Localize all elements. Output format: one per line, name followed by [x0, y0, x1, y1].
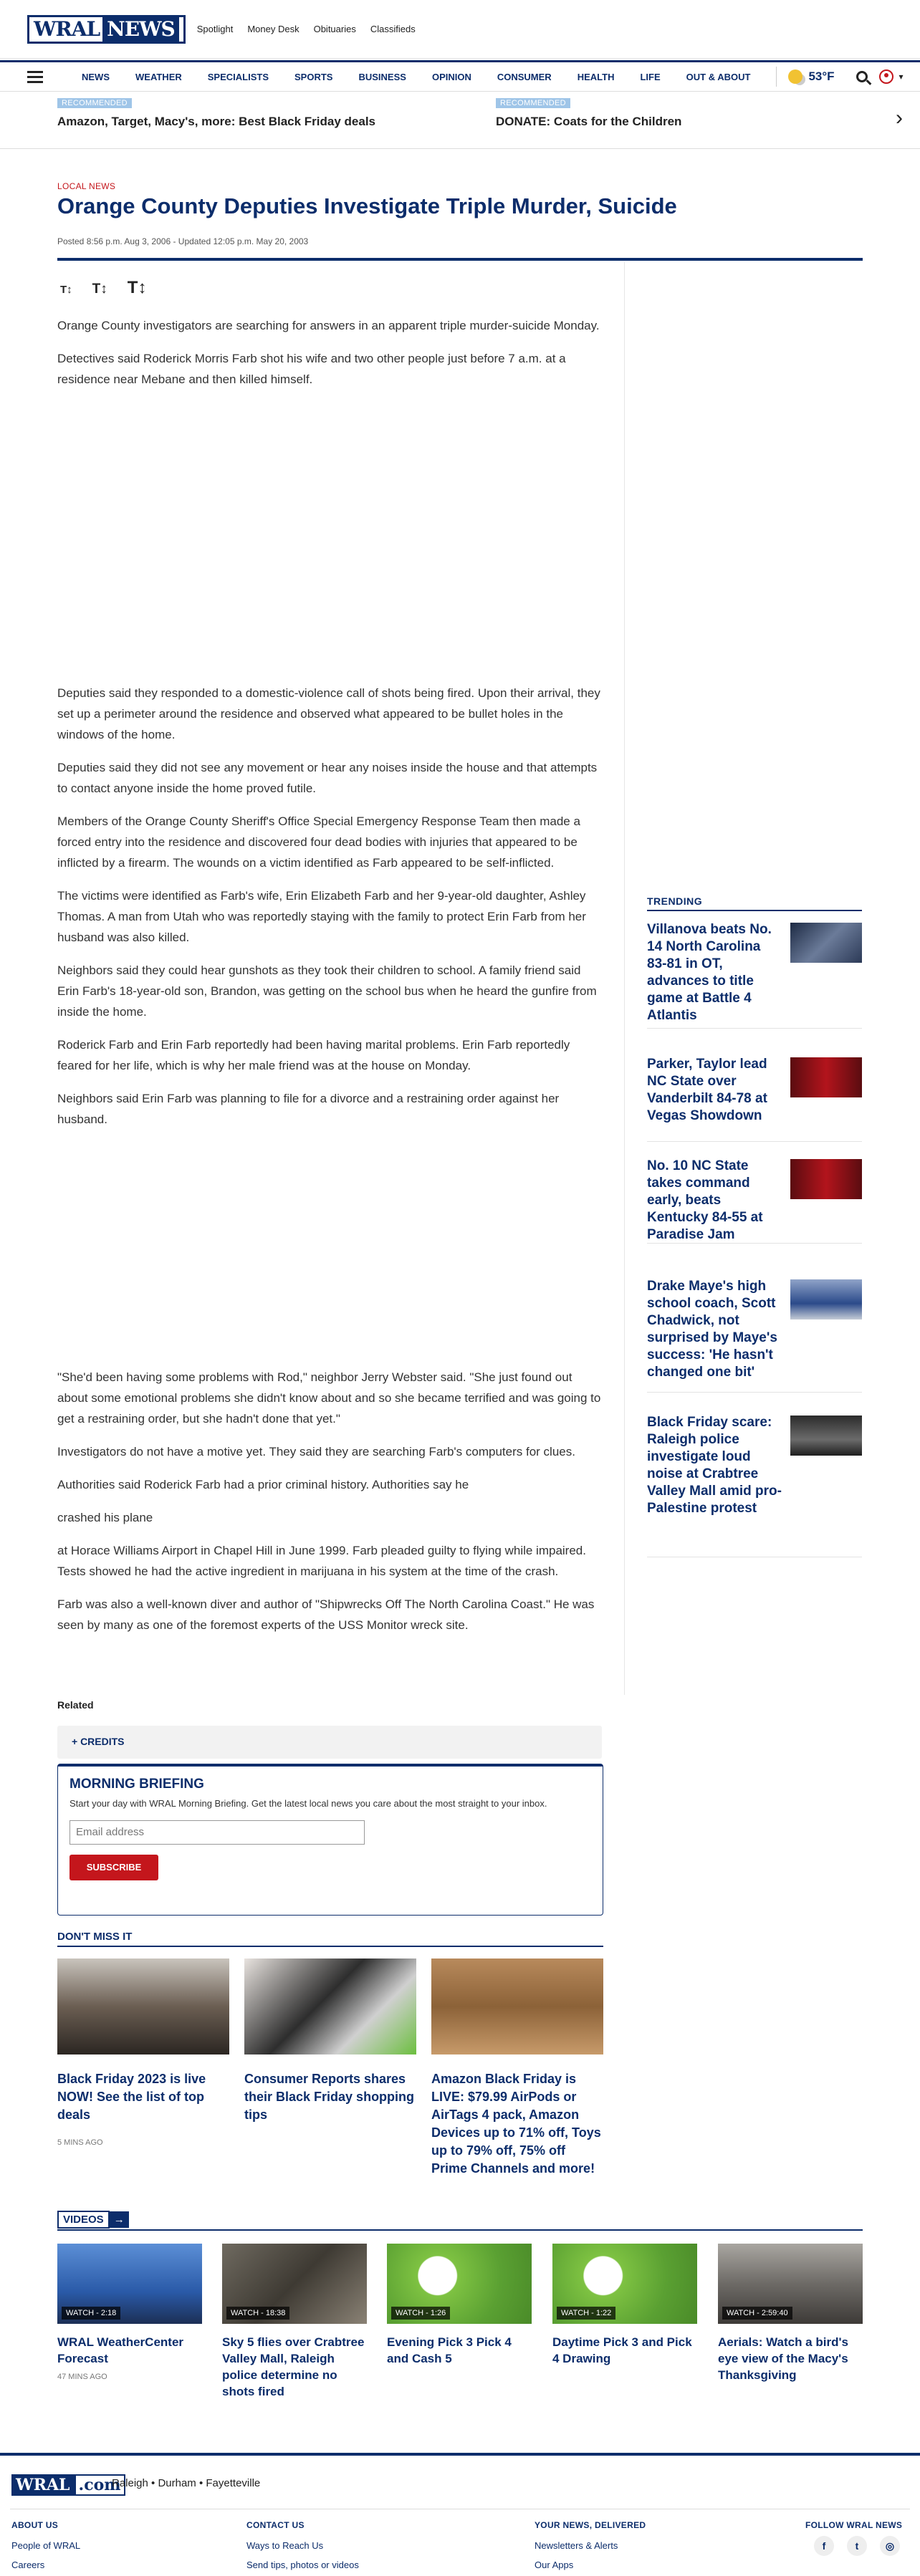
top-link-money-desk[interactable]: Money Desk — [247, 24, 300, 34]
trending-item[interactable] — [647, 1158, 862, 1244]
card-image — [57, 1959, 229, 2054]
videos-divider — [57, 2229, 863, 2231]
video-title: WRAL WeatherCenter Forecast — [57, 2335, 184, 2365]
video-thumbnail — [387, 2244, 532, 2324]
video-thumbnail — [222, 2244, 367, 2324]
card-title: Amazon Black Friday is LIVE: $79.99 AirPods or AirTags 4 pack, Amazon Devices up to 71% off, Toys up to 79% off, 75% off Prime Channels and more! — [431, 2072, 601, 2176]
chevron-down-icon[interactable]: ▾ — [899, 72, 904, 82]
top-link-spotlight[interactable]: Spotlight — [196, 24, 234, 34]
article-paragraph: Orange County investigators are searching for answers in an apparent triple murder-suicide Monday. — [57, 319, 600, 332]
article-body-part-3 — [57, 1367, 602, 1648]
user-icon[interactable] — [879, 69, 893, 84]
search-icon[interactable] — [856, 71, 868, 82]
video-card[interactable] — [718, 2244, 863, 2389]
trending-thumbnail — [790, 1279, 862, 1320]
nav-item-health[interactable]: HEALTH — [577, 71, 615, 82]
related-heading: Related — [57, 1699, 94, 1711]
trending-item[interactable] — [647, 921, 862, 1029]
card-title: Black Friday 2023 is live NOW! See the list of top deals — [57, 2072, 206, 2122]
arrow-right-icon: → — [110, 2211, 129, 2228]
card-image — [244, 1959, 416, 2054]
article-kicker[interactable]: LOCAL NEWS — [57, 181, 116, 191]
promo-donate[interactable] — [496, 96, 681, 129]
nav-item-life[interactable]: LIFE — [640, 71, 661, 82]
sidebar-divider — [624, 262, 625, 1695]
video-card[interactable] — [387, 2244, 532, 2373]
promo-tag: RECOMMENDED — [496, 98, 570, 108]
video-duration: WATCH - 2:18 — [62, 2307, 120, 2320]
footer-column-title: ABOUT US — [11, 2520, 59, 2530]
footer-about-column — [11, 2520, 80, 2576]
footer-link[interactable]: Newsletters & Alerts — [535, 2540, 618, 2551]
video-card[interactable] — [57, 2244, 202, 2381]
trending-item[interactable] — [647, 1056, 862, 1142]
dont-miss-divider — [57, 1946, 603, 1947]
promo-black-friday[interactable] — [57, 96, 375, 129]
article-paragraph: Authorities said Roderick Farb had a prior criminal history. Authorities say he — [57, 1478, 469, 1491]
promo-bar — [0, 92, 920, 149]
video-duration: WATCH - 1:22 — [557, 2307, 615, 2320]
trending-item[interactable] — [647, 1278, 862, 1393]
footer-column-title: YOUR NEWS, DELIVERED — [535, 2520, 646, 2530]
dont-miss-title: DON'T MISS IT — [57, 1931, 133, 1943]
trending-item-title: Black Friday scare: Raleigh police investigate loud noise at Crabtree Valley Mall amid pro-Palestine protest — [647, 1415, 782, 1516]
instagram-icon[interactable]: ◎ — [880, 2536, 900, 2556]
trending-thumbnail — [790, 1416, 862, 1456]
article-paragraph: Neighbors said Erin Farb was planning to file for a divorce and a restraining order against her husband. — [57, 1092, 560, 1126]
footer-contact-column — [246, 2520, 359, 2576]
article-paragraph: Deputies said they responded to a domestic-violence call of shots being fired. Upon their arrival, they set up a perimeter around the residence and observed what appeared to be bullet holes in the windows of the home. — [57, 686, 600, 741]
social-links — [814, 2536, 900, 2556]
video-title: Evening Pick 3 Pick 4 and Cash 5 — [387, 2335, 512, 2365]
footer-column-title: FOLLOW WRAL NEWS — [805, 2520, 903, 2530]
trending-item[interactable] — [647, 1414, 862, 1557]
credits-toggle[interactable] — [57, 1726, 602, 1759]
trending-item-title: Villanova beats No. 14 North Carolina 83-81 in OT, advances to title game at Battle 4 Atlantis — [647, 922, 772, 1023]
article-paragraph-link[interactable]: crashed his plane — [57, 1511, 153, 1524]
video-timestamp: 47 MINS AGO — [57, 2373, 107, 2381]
video-title: Daytime Pick 3 and Pick 4 Drawing — [552, 2335, 692, 2365]
footer-logo-com: .com — [75, 2474, 125, 2496]
nav-item-sports[interactable]: SPORTS — [294, 71, 333, 82]
footer-logo-wral: WRAL — [11, 2474, 75, 2496]
video-duration: WATCH - 1:26 — [391, 2307, 450, 2320]
footer-cities: Raleigh • Durham • Fayetteville — [112, 2477, 261, 2489]
wral-news-logo[interactable] — [27, 15, 186, 44]
video-title: Aerials: Watch a bird's eye view of the Macy's Thanksgiving — [718, 2335, 848, 2382]
top-links — [197, 24, 416, 34]
article-paragraph: Farb was also a well-known diver and author of "Shipwrecks Off The North Carolina Coast." He was seen by many as one of the foremost experts of the USS Monitor wreck site. — [57, 1597, 595, 1632]
email-input[interactable]: Email address — [70, 1820, 365, 1845]
footer-link[interactable]: Our Apps — [535, 2560, 574, 2570]
trending-item-title: Parker, Taylor lead NC State over Vanderbilt 84-78 at Vegas Showdown — [647, 1057, 767, 1123]
article-body-part-2 — [57, 683, 602, 1142]
menu-icon[interactable] — [27, 71, 43, 83]
video-duration: WATCH - 2:59:40 — [722, 2307, 792, 2320]
subscribe-button[interactable]: SUBSCRIBE — [70, 1855, 158, 1880]
video-thumbnail — [552, 2244, 697, 2324]
promo-text: Amazon, Target, Macy's, more: Best Black Friday deals — [57, 115, 375, 128]
video-thumbnail — [57, 2244, 202, 2324]
footer-delivered-column — [535, 2520, 646, 2576]
partly-sunny-icon — [788, 69, 802, 84]
twitter-icon[interactable]: t — [847, 2536, 867, 2556]
footer-link[interactable]: Ways to Reach Us — [246, 2540, 324, 2551]
card-image — [431, 1959, 603, 2054]
top-bar — [0, 0, 920, 59]
nav-item-consumer[interactable]: CONSUMER — [497, 71, 552, 82]
text-size-large-button[interactable]: T↕ — [127, 278, 147, 297]
article-paragraph: "She'd been having some problems with Rod," neighbor Jerry Webster said. "She just found out about some emotional problems she didn't know about and so she became terrified and was going to get a restraining order, but she hadn't done that yet." — [57, 1370, 601, 1426]
video-card[interactable] — [222, 2244, 367, 2406]
text-size-controls — [60, 278, 146, 298]
nav-item-business[interactable]: BUSINESS — [358, 71, 406, 82]
trending-divider — [647, 910, 862, 911]
dont-miss-card[interactable] — [431, 1959, 603, 2192]
header-divider — [57, 258, 863, 261]
videos-heading[interactable] — [57, 2211, 129, 2229]
temperature: 53°F — [808, 69, 835, 83]
text-size-medium-button[interactable]: T↕ — [92, 282, 107, 297]
trending-item-title: Drake Maye's high school coach, Scott Chadwick, not surprised by Maye's success: 'He hasn't changed one bit' — [647, 1279, 777, 1380]
nav-items — [69, 72, 763, 82]
article-paragraph: at Horace Williams Airport in Chapel Hill in June 1999. Farb pleaded guilty to flying while impaired. Tests showed he had the active ingredient in marijuana in his system at the time of the crash. — [57, 1544, 586, 1578]
nav-icons — [856, 69, 904, 84]
main-nav — [0, 60, 920, 92]
nav-item-weather[interactable]: WEATHER — [135, 71, 182, 82]
nav-item-specialists[interactable]: SPECIALISTS — [207, 71, 269, 82]
top-link-obituaries[interactable]: Obituaries — [313, 24, 356, 34]
footer-link[interactable]: Careers — [11, 2560, 45, 2570]
card-timestamp: 5 MINS AGO — [57, 2138, 103, 2147]
trending-thumbnail — [790, 1057, 862, 1097]
article-paragraph: Deputies said they did not see any movement or hear any noises inside the house and that attempts to contact anyone inside the home proved futile. — [57, 761, 598, 795]
footer-logo[interactable] — [11, 2474, 125, 2496]
promo-tag: RECOMMENDED — [57, 98, 132, 108]
credits-label: + CREDITS — [72, 1736, 125, 1747]
weather-widget[interactable] — [776, 67, 834, 87]
article-paragraph: Members of the Orange County Sheriff's Office Special Emergency Response Team then made a forced entry into the residence and discovered four dead bodies with injuries that appeared to be inflicted by a firearm. The wounds on a victim identified as Farb appeared to be self-inflicted. — [57, 814, 580, 870]
newsletter-signup — [57, 1764, 603, 1916]
video-card[interactable] — [552, 2244, 697, 2373]
trending-item-title: No. 10 NC State takes command early, beats Kentucky 84-55 at Paradise Jam — [647, 1158, 763, 1242]
article-headline: Orange County Deputies Investigate Triple Murder, Suicide — [57, 193, 677, 218]
videos-title: VIDEOS — [57, 2211, 110, 2229]
chevron-right-icon[interactable]: › — [896, 106, 903, 130]
article-paragraph: The victims were identified as Farb's wife, Erin Elizabeth Farb and her 9-year-old daughter, Ashley Thomas. A man from Utah who was reportedly staying with the family to protect Erin Farb from her husband was also killed. — [57, 889, 586, 944]
article-paragraph: Investigators do not have a motive yet. They said they are searching Farb's computers for clues. — [57, 1445, 575, 1458]
article-dateline: Posted 8:56 p.m. Aug 3, 2006 - Updated 12:05 p.m. May 20, 2003 — [57, 236, 309, 246]
trending-thumbnail — [790, 923, 862, 963]
footer-column-title: CONTACT US — [246, 2520, 305, 2530]
top-link-classifieds[interactable]: Classifieds — [370, 24, 416, 34]
newsletter-title: MORNING BRIEFING — [70, 1777, 204, 1792]
dont-miss-card[interactable] — [244, 1959, 416, 2138]
newsletter-description: Start your day with WRAL Morning Briefing. Get the latest local news you care about the most straight to your inbox. — [70, 1798, 547, 1809]
nav-item-opinion[interactable]: OPINION — [431, 71, 471, 82]
logo-news-text: NEWS — [102, 17, 179, 42]
footer-link[interactable]: People of WRAL — [11, 2540, 81, 2551]
footer — [0, 2453, 920, 2576]
nav-item-out-about[interactable]: OUT & ABOUT — [686, 71, 751, 82]
trending-title: TRENDING — [647, 895, 703, 907]
video-thumbnail — [718, 2244, 863, 2324]
dont-miss-card[interactable] — [57, 1959, 229, 2147]
trending-thumbnail — [790, 1159, 862, 1199]
article-paragraph: Roderick Farb and Erin Farb reportedly had been having marital problems. Erin Farb reportedly feared for her life, which is why her male friend was at the house on Monday. — [57, 1038, 570, 1072]
card-title: Consumer Reports shares their Black Friday shopping tips — [244, 2072, 415, 2122]
article-body-part-1 — [57, 315, 602, 402]
nav-item-news[interactable]: NEWS — [82, 71, 110, 82]
article-paragraph: Detectives said Roderick Morris Farb shot his wife and two other people just before 7 a.m. at a residence near Mebane and then killed himself. — [57, 352, 566, 386]
article-paragraph: Neighbors said they could hear gunshots as they took their children to school. A family friend said Erin Farb's 18-year-old son, Brandon, was getting on the school bus when he heard the gunfire from inside the home. — [57, 963, 597, 1019]
facebook-icon[interactable]: f — [814, 2536, 834, 2556]
video-duration: WATCH - 18:38 — [226, 2307, 289, 2320]
video-title: Sky 5 flies over Crabtree Valley Mall, Raleigh police determine no shots fired — [222, 2335, 365, 2398]
text-size-small-button[interactable]: T↕ — [60, 284, 72, 296]
footer-link[interactable]: Send tips, photos or videos — [246, 2560, 359, 2570]
promo-text: DONATE: Coats for the Children — [496, 115, 682, 128]
logo-wral-text: WRAL — [34, 17, 100, 41]
